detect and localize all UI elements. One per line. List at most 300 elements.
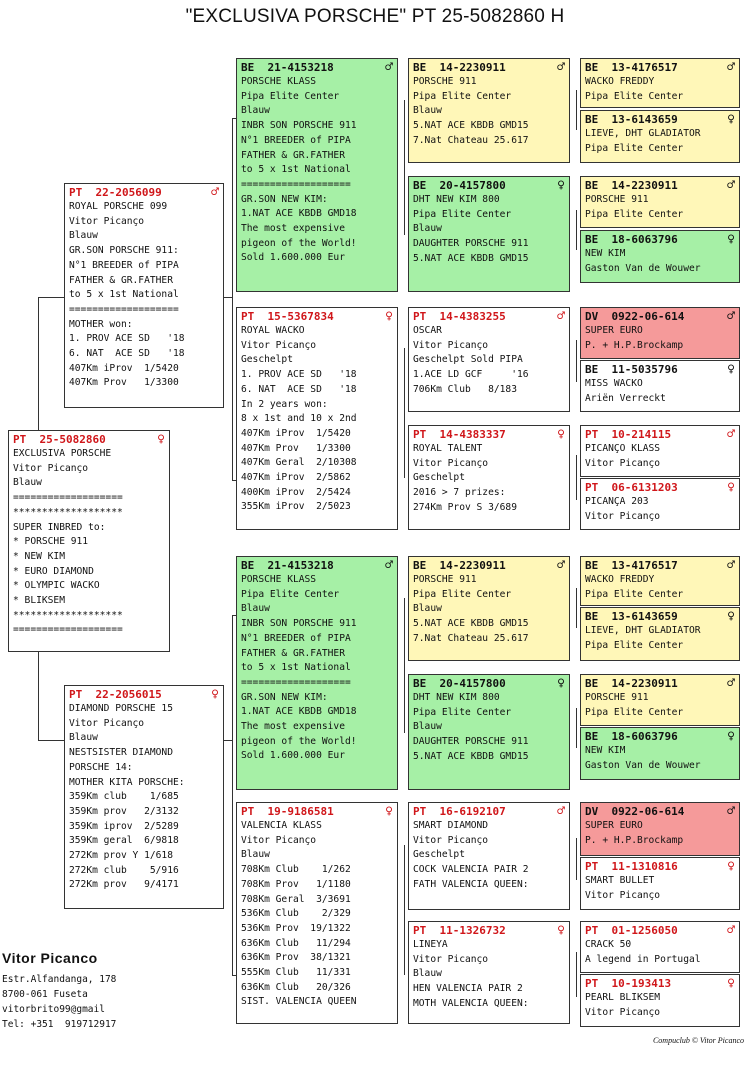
connector	[38, 740, 65, 741]
detail-line: pigeon of the World!	[241, 237, 357, 249]
connector	[576, 838, 577, 880]
detail-line: Vitor Picanço	[69, 717, 145, 729]
detail-line: Sold 1.600.000 Eur	[241, 252, 345, 264]
pedigree-box-g16	[580, 974, 740, 1027]
owner-info	[2, 950, 222, 1032]
female-symbol-icon: ♀	[727, 232, 735, 247]
detail-line: MOTHER won:	[69, 318, 133, 330]
pedigree-box-g11	[580, 674, 740, 726]
detail-line: Vitor Picanço	[241, 339, 317, 351]
ring-number: PT 10-214115	[585, 428, 672, 441]
pedigree-box-dds	[408, 802, 570, 910]
detail-line: MISS WACKO	[585, 378, 643, 389]
detail-line: P. + H.P.Brockamp	[585, 339, 684, 351]
detail-line: In 2 years won:	[241, 398, 328, 410]
detail-line: 636Km Club 11/294	[241, 937, 351, 949]
detail-line: DAUGHTER PORSCHE 911	[413, 238, 529, 250]
pigeon-details	[585, 193, 735, 222]
detail-line: * OLYMPIC WACKO	[13, 580, 100, 592]
pedigree-box-g10	[580, 607, 740, 661]
pedigree-box-g8	[580, 478, 740, 530]
ring-header	[69, 186, 219, 199]
male-symbol-icon: ♂	[385, 558, 393, 573]
detail-line: pigeon of the World!	[241, 735, 357, 747]
detail-line: Blauw	[413, 721, 442, 733]
pedigree-box-g9	[580, 556, 740, 606]
connector	[404, 348, 405, 478]
ring-header	[413, 805, 565, 818]
ring-header	[585, 677, 735, 690]
detail-line: 7.Nat Chateau 25.617	[413, 134, 529, 146]
female-symbol-icon: ♀	[211, 687, 219, 702]
detail-line: COCK VALENCIA PAIR 2	[413, 864, 529, 876]
detail-line: * PORSCHE 911	[13, 536, 89, 548]
pigeon-details	[69, 702, 219, 893]
ring-number: BE 13-6143659	[585, 610, 678, 623]
detail-line: Pipa Elite Center	[585, 90, 684, 102]
pigeon-details	[585, 247, 735, 276]
ring-number: BE 18-6063796	[585, 233, 678, 246]
detail-line: 536Km Club 2/329	[241, 908, 351, 920]
detail-line: NESTSISTER DIAMOND	[69, 747, 173, 759]
detail-line: Blauw	[413, 603, 442, 615]
pigeon-details	[585, 495, 735, 524]
pigeon-details	[585, 819, 735, 848]
pigeon-details	[585, 691, 735, 720]
detail-line: Blauw	[413, 968, 442, 980]
detail-line: Pipa Elite Center	[585, 639, 684, 651]
ring-number: PT 06-6131203	[585, 481, 678, 494]
male-symbol-icon: ♂	[385, 60, 393, 75]
detail-line: 708Km Geral 3/3691	[241, 893, 351, 905]
detail-line: 1. PROV ACE SD '18	[69, 333, 185, 345]
detail-line: 272Km prov 9/4171	[69, 879, 179, 891]
detail-line: ===================	[69, 303, 179, 315]
detail-line: Pipa Elite Center	[585, 208, 684, 220]
detail-line: to 5 x 1st National	[241, 164, 351, 176]
pedigree-box-dss	[408, 556, 570, 661]
detail-line: 272Km club 5/916	[69, 864, 179, 876]
female-symbol-icon: ♀	[557, 427, 565, 442]
pigeon-details	[241, 819, 393, 1010]
pigeon-details	[413, 819, 565, 893]
detail-line: FATHER & GR.FATHER	[69, 274, 173, 286]
pedigree-box-dam-dam	[236, 802, 398, 1024]
detail-line: Vitor Picanço	[585, 889, 661, 901]
male-symbol-icon: ♂	[727, 427, 735, 442]
pedigree-box-sire-sire	[236, 58, 398, 292]
ring-number: PT 01-1256050	[585, 924, 678, 937]
ring-number: BE 14-2230911	[413, 61, 506, 74]
detail-line: Pipa Elite Center	[413, 588, 512, 600]
pedigree-box-dam-sire	[236, 556, 398, 790]
detail-line: OSCAR	[413, 325, 442, 336]
ring-header	[413, 559, 565, 572]
ring-number: BE 11-5035796	[585, 363, 678, 376]
detail-line: PORSCHE 911	[585, 692, 649, 703]
female-symbol-icon: ♀	[727, 480, 735, 495]
detail-line: SUPER EURO	[585, 325, 643, 336]
detail-line: Blauw	[241, 105, 270, 117]
ring-header	[585, 179, 735, 192]
detail-line: FATHER & GR.FATHER	[241, 647, 345, 659]
detail-line: 706Km Club 8/183	[413, 383, 517, 395]
detail-line: 407Km Prov 1/3300	[69, 377, 179, 389]
detail-line: 708Km Club 1/262	[241, 864, 351, 876]
detail-line: Blauw	[241, 849, 270, 861]
detail-line: GR.SON NEW KIM:	[241, 193, 328, 205]
detail-line: Gaston Van de Wouwer	[585, 759, 701, 771]
ring-header	[241, 61, 393, 74]
detail-line: ROYAL WACKO	[241, 325, 305, 336]
connector	[576, 90, 577, 130]
detail-line: *******************	[13, 506, 123, 518]
detail-line: 5.NAT ACE KBDB GMD15	[413, 252, 529, 264]
detail-line: Blauw	[413, 105, 442, 117]
owner-phone: Tel: +351 919712917	[2, 1019, 117, 1030]
detail-line: MOTH VALENCIA QUEEN:	[413, 997, 529, 1009]
detail-line: ===================	[13, 624, 123, 636]
detail-line: A legend in Portugal	[585, 953, 701, 965]
ring-header	[413, 677, 565, 690]
ring-header	[585, 977, 735, 990]
detail-line: 8 x 1st and 10 x 2nd	[241, 413, 357, 425]
ring-header	[13, 433, 165, 446]
connector	[404, 845, 405, 975]
detail-line: PORSCHE KLASS	[241, 76, 317, 87]
detail-line: P. + H.P.Brockamp	[585, 834, 684, 846]
ring-header	[585, 481, 735, 494]
detail-line: 1.NAT ACE KBDB GMD18	[241, 208, 357, 220]
credit-text: Compuclub © Vitor Picanco	[652, 1036, 744, 1045]
pigeon-details	[585, 624, 735, 653]
pedigree-box-ssd	[408, 176, 570, 292]
ring-header	[585, 310, 735, 323]
detail-line: N°1 BREEDER of PIPA	[241, 134, 351, 146]
female-symbol-icon: ♀	[727, 729, 735, 744]
ring-header	[585, 61, 735, 74]
detail-line: 400Km iProv 2/5424	[241, 486, 351, 498]
detail-line: 6. NAT ACE SD '18	[241, 383, 357, 395]
detail-line: SMART BULLET	[585, 875, 655, 886]
ring-number: PT 22-2056015	[69, 688, 162, 701]
female-symbol-icon: ♀	[557, 178, 565, 193]
ring-header	[413, 924, 565, 937]
detail-line: Geschelpt	[241, 354, 293, 366]
detail-line: 355Km iProv 2/5023	[241, 501, 351, 513]
detail-line: 5.NAT ACE KBDB GMD15	[413, 618, 529, 630]
detail-line: 2016 > 7 prizes:	[413, 487, 506, 499]
detail-line: Vitor Picanço	[13, 462, 89, 474]
female-symbol-icon: ♀	[727, 609, 735, 624]
detail-line: 359Km geral 6/9818	[69, 835, 179, 847]
detail-line: 555Km Club 11/331	[241, 967, 351, 979]
detail-line: PORSCHE 911	[585, 194, 649, 205]
pedigree-box-sire-dam	[236, 307, 398, 530]
female-symbol-icon: ♀	[385, 804, 393, 819]
detail-line: 5.NAT ACE KBDB GMD15	[413, 120, 529, 132]
detail-line: *******************	[13, 609, 123, 621]
ring-number: BE 14-2230911	[413, 559, 506, 572]
male-symbol-icon: ♂	[211, 185, 219, 200]
pedigree-box-g1	[580, 58, 740, 108]
detail-line: NEW KIM	[585, 745, 626, 756]
detail-line: 407Km iProv 1/5420	[241, 427, 351, 439]
pedigree-box-g3	[580, 176, 740, 228]
ring-number: PT 11-1326732	[413, 924, 506, 937]
detail-line: Geschelpt	[413, 849, 465, 861]
detail-line: 536Km Prov 19/1322	[241, 922, 351, 934]
detail-line: * NEW KIM	[13, 550, 65, 562]
detail-line: FATH VALENCIA QUEEN:	[413, 878, 529, 890]
ring-number: BE 14-2230911	[585, 179, 678, 192]
ring-header	[413, 428, 565, 441]
detail-line: DIAMOND PORSCHE 15	[69, 703, 173, 714]
pedigree-box-ddd	[408, 921, 570, 1024]
detail-line: 407Km iProv 2/5862	[241, 472, 351, 484]
detail-line: INBR SON PORSCHE 911	[241, 618, 357, 630]
male-symbol-icon: ♂	[727, 804, 735, 819]
detail-line: Pipa Elite Center	[241, 588, 340, 600]
detail-line: 1.NAT ACE KBDB GMD18	[241, 706, 357, 718]
ring-number: PT 19-9186581	[241, 805, 334, 818]
male-symbol-icon: ♂	[727, 178, 735, 193]
detail-line: N°1 BREEDER of PIPA	[69, 259, 179, 271]
ring-number: BE 13-4176517	[585, 559, 678, 572]
detail-line: PICANÇO KLASS	[585, 443, 661, 454]
detail-line: Pipa Elite Center	[413, 208, 512, 220]
detail-line: Pipa Elite Center	[241, 90, 340, 102]
pedigree-box-g6	[580, 360, 740, 412]
detail-line: VALENCIA KLASS	[241, 820, 322, 831]
ring-number: PT 16-6192107	[413, 805, 506, 818]
connector	[404, 100, 405, 235]
pedigree-box-dsd	[408, 674, 570, 790]
female-symbol-icon: ♀	[727, 112, 735, 127]
ring-number: BE 13-6143659	[585, 113, 678, 126]
ring-number: DV 0922-06-614	[585, 310, 685, 323]
detail-line: Vitor Picanço	[413, 834, 489, 846]
pigeon-details	[585, 938, 735, 967]
detail-line: ROYAL TALENT	[413, 443, 483, 454]
detail-line: Geschelpt	[413, 472, 465, 484]
detail-line: Blauw	[69, 230, 98, 242]
detail-line: SUPER EURO	[585, 820, 643, 831]
detail-line: 407Km Prov 1/3300	[241, 442, 351, 454]
connector	[404, 598, 405, 733]
pigeon-details	[585, 127, 735, 156]
male-symbol-icon: ♂	[557, 558, 565, 573]
pedigree-box-subject	[8, 430, 170, 652]
ring-header	[585, 730, 735, 743]
connector	[38, 297, 39, 432]
detail-line: LINEYA	[413, 939, 448, 950]
owner-email: vitorbrito99@gmail	[2, 1004, 105, 1015]
connector	[576, 210, 577, 250]
detail-line: GR.SON NEW KIM:	[241, 691, 328, 703]
pigeon-details	[585, 874, 735, 903]
detail-line: 274Km Prov S 3/689	[413, 501, 517, 513]
connector	[38, 297, 65, 298]
ring-number: BE 21-4153218	[241, 559, 334, 572]
pigeon-details	[585, 573, 735, 602]
ring-header	[241, 310, 393, 323]
detail-line: Vitor Picanço	[413, 953, 489, 965]
connector	[38, 652, 39, 740]
detail-line: PICANÇA 203	[585, 496, 649, 507]
connector	[232, 118, 233, 480]
ring-number: PT 14-4383337	[413, 428, 506, 441]
male-symbol-icon: ♂	[557, 60, 565, 75]
pedigree-box-g12	[580, 727, 740, 780]
detail-line: DAUGHTER PORSCHE 911	[413, 736, 529, 748]
detail-line: ROYAL PORSCHE 099	[69, 201, 168, 212]
detail-line: 407Km iProv 1/5420	[69, 362, 179, 374]
detail-line: Vitor Picanço	[241, 834, 317, 846]
connector	[576, 340, 577, 382]
detail-line: Pipa Elite Center	[585, 588, 684, 600]
pigeon-details	[413, 691, 565, 765]
ring-number: BE 21-4153218	[241, 61, 334, 74]
pigeon-details	[413, 324, 565, 398]
detail-line: WACKO FREDDY	[585, 574, 655, 585]
ring-header	[585, 805, 735, 818]
owner-name: Vitor Picanco	[2, 950, 98, 966]
pigeon-details	[585, 991, 735, 1020]
detail-line: SIST. VALENCIA QUEEN	[241, 996, 357, 1008]
pigeon-details	[585, 442, 735, 471]
detail-line: DHT NEW KIM 800	[413, 692, 500, 703]
pigeon-details	[413, 193, 565, 267]
detail-line: PEARL BLIKSEM	[585, 992, 661, 1003]
male-symbol-icon: ♂	[727, 60, 735, 75]
female-symbol-icon: ♀	[385, 309, 393, 324]
female-symbol-icon: ♀	[557, 676, 565, 691]
pigeon-details	[413, 938, 565, 1012]
pedigree-box-g14	[580, 857, 740, 910]
detail-line: CRACK 50	[585, 939, 632, 950]
pedigree-box-g15	[580, 921, 740, 973]
detail-line: Vitor Picanço	[585, 457, 661, 469]
ring-number: DV 0922-06-614	[585, 805, 685, 818]
detail-line: Vitor Picanço	[413, 457, 489, 469]
ring-header	[413, 179, 565, 192]
ring-header	[585, 428, 735, 441]
ring-header	[585, 860, 735, 873]
detail-line: GR.SON PORSCHE 911:	[69, 245, 179, 257]
ring-header	[413, 310, 565, 323]
pedigree-box-g7	[580, 425, 740, 477]
pedigree-box-dam	[64, 685, 224, 909]
detail-line: Blauw	[13, 477, 42, 489]
detail-line: Vitor Picanço	[585, 510, 661, 522]
pigeon-details	[413, 573, 565, 647]
detail-line: PORSCHE 911	[413, 76, 477, 87]
detail-line: HEN VALENCIA PAIR 2	[413, 983, 523, 995]
pigeon-details	[585, 75, 735, 104]
detail-line: N°1 BREEDER of PIPA	[241, 632, 351, 644]
ring-header	[585, 363, 735, 376]
ring-header	[585, 233, 735, 246]
pigeon-details	[413, 75, 565, 149]
male-symbol-icon: ♂	[727, 558, 735, 573]
pedigree-box-g4	[580, 230, 740, 283]
owner-city: 8700-061 Fuseta	[2, 989, 88, 1000]
ring-number: BE 14-2230911	[585, 677, 678, 690]
pedigree-box-sss	[408, 58, 570, 163]
detail-line: FATHER & GR.FATHER	[241, 149, 345, 161]
male-symbol-icon: ♂	[727, 923, 735, 938]
detail-line: Pipa Elite Center	[413, 90, 512, 102]
detail-line: Sold 1.600.000 Eur	[241, 750, 345, 762]
detail-line: Geschelpt Sold PIPA	[413, 354, 523, 366]
detail-line: Blauw	[69, 732, 98, 744]
ring-number: BE 18-6063796	[585, 730, 678, 743]
detail-line: PORSCHE 14:	[69, 761, 133, 773]
detail-line: Gaston Van de Wouwer	[585, 262, 701, 274]
detail-line: Vitor Picanço	[69, 215, 145, 227]
connector	[576, 588, 577, 628]
detail-line: 272Km prov Y 1/618	[69, 850, 173, 862]
detail-line: INBR SON PORSCHE 911	[241, 120, 357, 132]
detail-line: NEW KIM	[585, 248, 626, 259]
ring-header	[585, 610, 735, 623]
pedigree-box-sdd	[408, 425, 570, 530]
detail-line: 7.Nat Chateau 25.617	[413, 632, 529, 644]
pedigree-box-g5	[580, 307, 740, 359]
detail-line: SUPER INBRED to:	[13, 521, 106, 533]
female-symbol-icon: ♀	[157, 432, 165, 447]
pigeon-details	[69, 200, 219, 391]
detail-line: 359Km prov 2/3132	[69, 805, 179, 817]
male-symbol-icon: ♂	[727, 309, 735, 324]
ring-header	[585, 559, 735, 572]
connector	[232, 615, 233, 975]
detail-line: LIEVE, DHT GLADIATOR	[585, 625, 701, 636]
detail-line: Pipa Elite Center	[413, 706, 512, 718]
pigeon-details	[241, 75, 393, 266]
detail-line: ===================	[241, 178, 351, 190]
connector	[224, 740, 233, 741]
detail-line: 1.ACE LD GCF '16	[413, 369, 529, 381]
ring-number: PT 15-5367834	[241, 310, 334, 323]
ring-number: BE 20-4157800	[413, 677, 506, 690]
detail-line: to 5 x 1st National	[69, 289, 179, 301]
ring-number: PT 22-2056099	[69, 186, 162, 199]
detail-line: 1. PROV ACE SD '18	[241, 369, 357, 381]
ring-header	[585, 113, 735, 126]
detail-line: ===================	[241, 676, 351, 688]
detail-line: SMART DIAMOND	[413, 820, 489, 831]
ring-number: BE 20-4157800	[413, 179, 506, 192]
detail-line: to 5 x 1st National	[241, 662, 351, 674]
pigeon-details	[13, 447, 165, 638]
detail-line: Pipa Elite Center	[585, 706, 684, 718]
male-symbol-icon: ♂	[727, 676, 735, 691]
detail-line: 708Km Prov 1/1180	[241, 878, 351, 890]
detail-line: PORSCHE 911	[413, 574, 477, 585]
pedigree-box-sire	[64, 183, 224, 408]
detail-line: * EURO DIAMOND	[13, 565, 94, 577]
pigeon-details	[241, 324, 393, 515]
female-symbol-icon: ♀	[727, 362, 735, 377]
detail-line: DHT NEW KIM 800	[413, 194, 500, 205]
detail-line: 407Km Geral 2/10308	[241, 457, 357, 469]
ring-number: PT 11-1310816	[585, 860, 678, 873]
detail-line: MOTHER KITA PORSCHE:	[69, 776, 185, 788]
pigeon-details	[585, 377, 735, 406]
pedigree-box-sds	[408, 307, 570, 412]
